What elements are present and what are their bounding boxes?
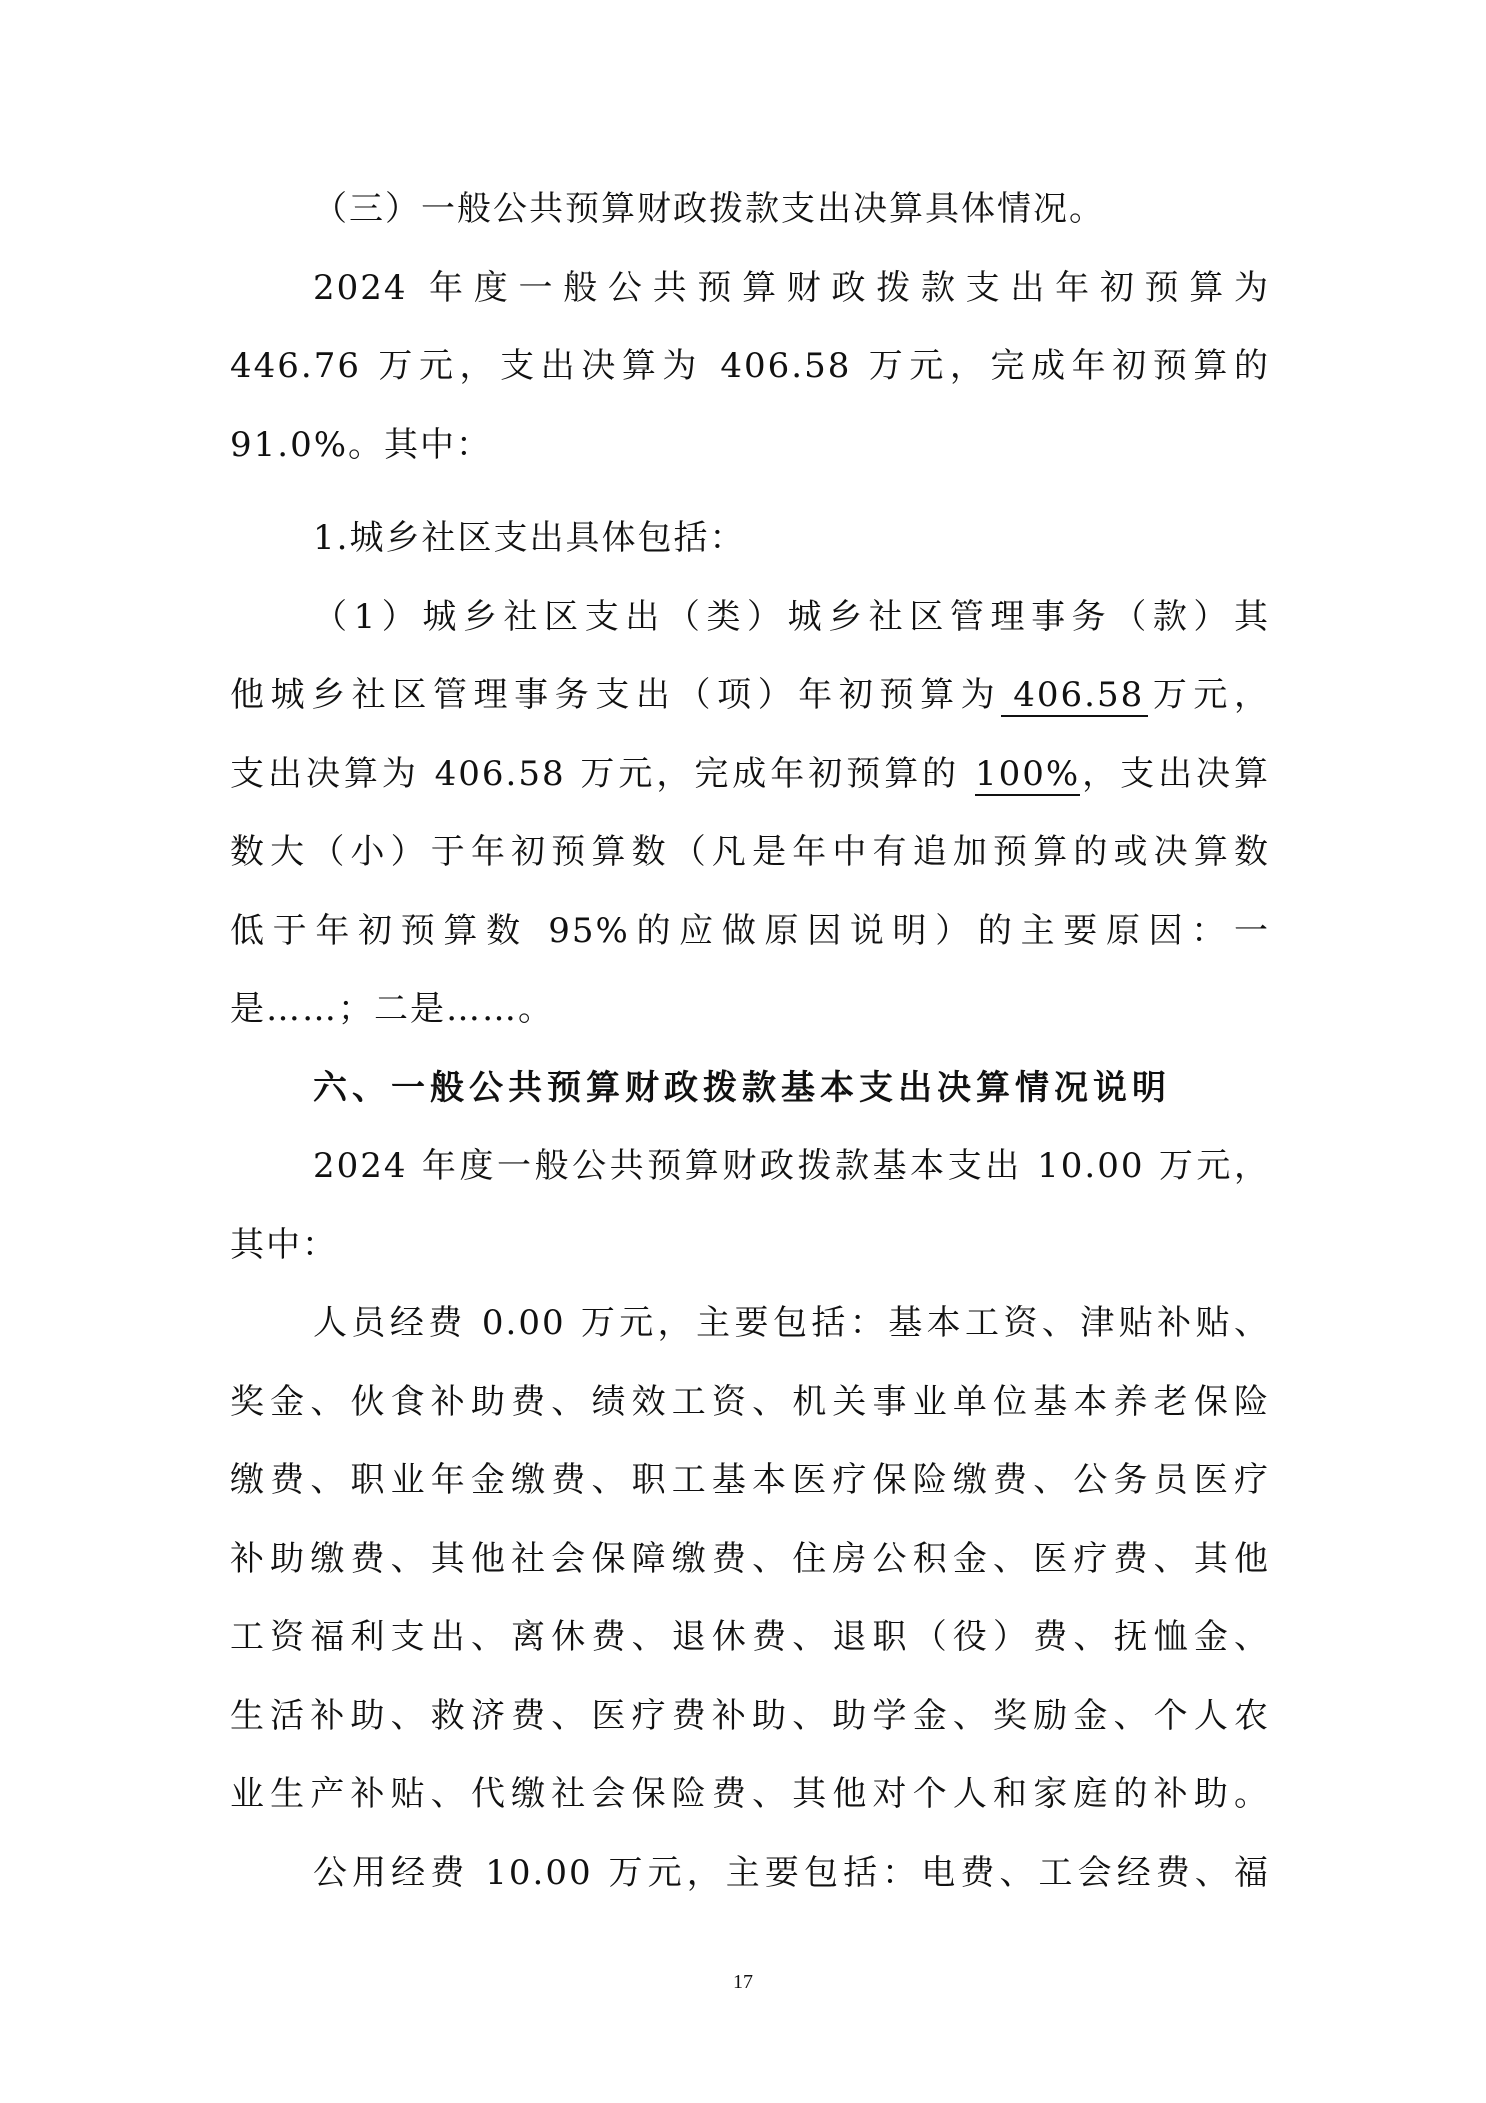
budget-summary-line: 446.76 万元，支出决算为 406.58 万元，完成年初预算的: [230, 346, 1270, 386]
item-1-1-line: （1）城乡社区支出（类）城乡社区管理事务（款）其: [313, 596, 1270, 637]
completion-rate-value: 100%: [974, 753, 1081, 794]
personnel-expense-line: 缴费、职业年金缴费、职工基本医疗保险缴费、公务员医疗: [230, 1460, 1270, 1500]
budget-summary-line: 91.0%。其中：: [230, 424, 493, 465]
section-6-intro-line: 其中：: [230, 1224, 338, 1265]
line-text: ，支出决算: [1080, 753, 1271, 794]
item-1-1-line-completion: [230, 735, 1270, 814]
initial-budget-value: 406.58: [1001, 675, 1148, 717]
item-1-1-line: 低于年初预算数 95%的应做原因说明）的主要原因：一: [230, 910, 1270, 951]
personnel-expense-line: 工资福利支出、离休费、退休费、退职（役）费、抚恤金、: [230, 1617, 1270, 1657]
personnel-expense-line: 补助缴费、其他社会保障缴费、住房公积金、医疗费、其他: [230, 1538, 1270, 1579]
budget-summary-line: 2024 年度一般公共预算财政拨款支出年初预算为: [313, 267, 1270, 308]
item-1-1-line: 是……；二是……。: [230, 989, 554, 1029]
line-text: 支出决算为 406.58 万元，完成年初预算的: [230, 753, 975, 794]
item-1-1-line: 数大（小）于年初预算数（凡是年中有追加预算的或决算数: [230, 832, 1270, 872]
personnel-expense-line: 奖金、伙食补助费、绩效工资、机关事业单位基本养老保险: [230, 1381, 1270, 1422]
page-number: 17: [733, 1971, 753, 1993]
line-text: 万元，: [1148, 675, 1271, 715]
personnel-expense-line: 人员经费 0.00 万元，主要包括：基本工资、津贴补贴、: [313, 1303, 1270, 1343]
personnel-expense-line: 业生产补贴、代缴社会保险费、其他对个人和家庭的补助。: [230, 1774, 1270, 1814]
item-1-1-line-budget: [230, 656, 1270, 735]
line-text: 他城乡社区管理事务支出（项）年初预算为: [230, 675, 1002, 715]
document-body: [230, 170, 1270, 1912]
public-expense-line: 公用经费 10.00 万元，主要包括：电费、工会经费、福: [313, 1852, 1270, 1893]
section-6-heading: 六、一般公共预算财政拨款基本支出决算情况说明: [313, 1067, 1171, 1108]
personnel-expense-line: 生活补助、救济费、医疗费补助、助学金、奖励金、个人农: [230, 1695, 1270, 1736]
item-1-heading: 1.城乡社区支出具体包括：: [313, 518, 746, 558]
section-6-intro-line: 2024 年度一般公共预算财政拨款基本支出 10.00 万元，: [313, 1146, 1270, 1186]
subsection-heading: （三）一般公共预算财政拨款支出决算具体情况。: [313, 189, 1105, 229]
